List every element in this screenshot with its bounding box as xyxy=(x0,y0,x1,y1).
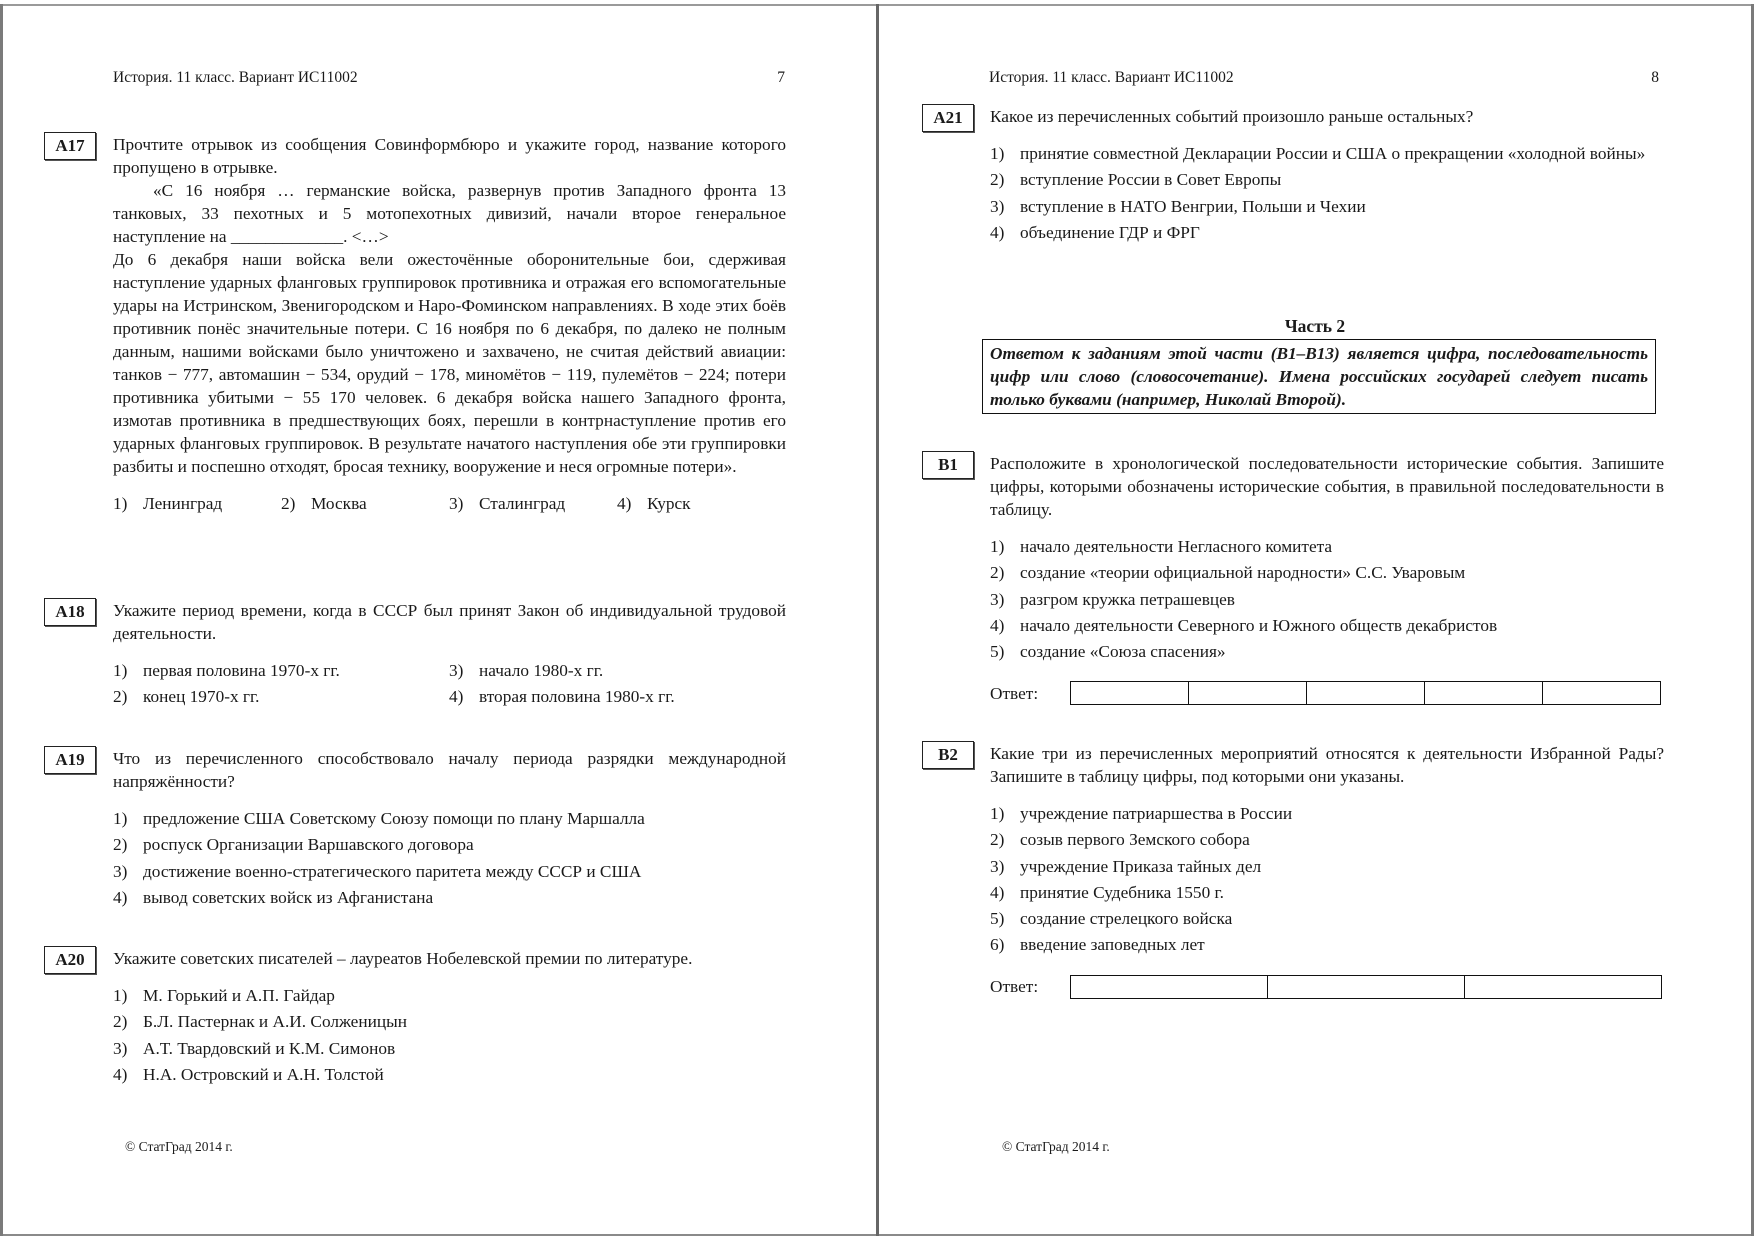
page-header xyxy=(989,68,1659,88)
task-label: А21 xyxy=(922,104,974,132)
option-2: 2) созыв первого Земского собора xyxy=(990,830,1250,850)
option-5: 5) создание стрелецкого войска xyxy=(990,909,1233,929)
question-text: Укажите период времени, когда в СССР был принят Закон об индивидуальной трудовой деятельности. xyxy=(113,601,786,643)
answer-cell-5[interactable] xyxy=(1543,682,1660,704)
option-1: 1) начало деятельности Негласного комитета xyxy=(990,537,1333,556)
task-label: А18 xyxy=(44,598,96,626)
option-4: 4) начало деятельности Северного и Южного обществ декабристов xyxy=(990,615,1498,635)
task-body xyxy=(990,452,1664,705)
option-1[interactable]: 1) Ленинград xyxy=(113,494,223,513)
answer-cell-2[interactable] xyxy=(1268,976,1465,998)
copyright-footer: © СтатГрад 2014 г. xyxy=(125,1139,233,1154)
option-1[interactable]: 1) предложение США Советскому Союзу помощи по плану Маршалла xyxy=(113,809,645,828)
option-2[interactable]: 2) конец 1970-х гг. xyxy=(113,687,260,707)
question-text: Какое из перечисленных событий произошло раньше остальных? xyxy=(990,107,1474,126)
option-3: 3) учреждение Приказа тайных дел xyxy=(990,856,1262,876)
answer-cell-1[interactable] xyxy=(1071,682,1189,704)
option-4[interactable]: 4) Курск xyxy=(617,494,691,513)
answer-options xyxy=(113,806,786,911)
task-body xyxy=(113,747,786,911)
answer-options xyxy=(990,801,1664,959)
option-1[interactable]: 1) первая половина 1970-х гг. xyxy=(113,661,340,680)
answer-cell-1[interactable] xyxy=(1071,976,1268,998)
task-label: В1 xyxy=(922,451,974,479)
answer-table xyxy=(1070,975,1662,999)
answer-options xyxy=(113,658,786,711)
page-right xyxy=(879,0,1751,1239)
option-3[interactable]: 3) вступление в НАТО Венгрии, Польши и Чехии xyxy=(990,196,1366,216)
part-title: Часть 2 xyxy=(1284,316,1346,336)
option-2[interactable]: 2) Б.Л. Пастернак и А.И. Солженицын xyxy=(113,1012,407,1032)
option-5: 5) создание «Союза спасения» xyxy=(990,642,1226,662)
option-1: 1) учреждение патриаршества в России xyxy=(990,804,1293,823)
task-label: А19 xyxy=(44,746,96,774)
option-2: 2) создание «теории официальной народности» С.С. Уваровым xyxy=(990,563,1466,583)
option-3[interactable]: 3) достижение военно-стратегического паритета между СССР и США xyxy=(113,861,642,881)
answer-label: Ответ: xyxy=(990,977,1039,997)
option-3[interactable]: 3) Сталинград xyxy=(449,494,566,513)
answer-row xyxy=(990,975,1664,999)
page-number: 8 xyxy=(1651,69,1659,86)
page-number: 7 xyxy=(777,69,785,86)
answer-options xyxy=(113,983,786,1088)
option-1[interactable]: 1) М. Горький и А.П. Гайдар xyxy=(113,986,335,1005)
task-label: В2 xyxy=(922,741,974,769)
option-1[interactable]: 1) принятие совместной Декларации России и США о прекращении «холодной войны» xyxy=(990,144,1646,163)
question-text: Какие три из перечисленных мероприятий относятся к деятельности Избранной Рады? Запишите в таблицу цифры, под которыми они указаны. xyxy=(990,744,1664,786)
answer-options xyxy=(990,141,1664,246)
task-body xyxy=(113,133,786,517)
quote-text: До 6 декабря наши войска вели ожесточённые оборонительные бои, сдерживая наступление ударных фланговых группировок противника и отражая его вспомогательные удары на Истринском, Звенигородском и Наро-Фоминском направлениях. В ходе этих боёв противник понёс значительные потери. С 16 ноября по 6 декабря, по далеко не полным данным, нашими войсками было уничтожено и захвачено, не считая действий авиации: танков − 777, автомашин − 534, орудий − 178, миномётов − 119, пулемётов − 224; потери противника убитыми − 55 170 человек. 6 декабря войска нашего Западного фронта, измотав противника в предшествующих боях, перешли в контрнаступление против его ударных фланговых группировок. В результате начатого наступления обе эти группировки разбиты и поспешно отходят, бросая технику, вооружение и неся огромные потери». xyxy=(113,250,786,476)
page-header xyxy=(113,68,785,88)
answer-table xyxy=(1070,681,1661,705)
answer-cell-3[interactable] xyxy=(1465,976,1661,998)
copyright-footer: © СтатГрад 2014 г. xyxy=(1002,1139,1110,1154)
option-4: 4) принятие Судебника 1550 г. xyxy=(990,882,1224,902)
task-body xyxy=(113,947,786,1088)
answer-row xyxy=(990,681,1664,705)
answer-label: Ответ: xyxy=(990,683,1039,703)
option-2[interactable]: 2) вступление России в Совет Европы xyxy=(990,170,1282,190)
option-2[interactable]: 2) Москва xyxy=(281,494,367,513)
answer-cell-4[interactable] xyxy=(1425,682,1543,704)
option-6: 6) введение заповедных лет xyxy=(990,935,1205,955)
quote-text: «С 16 ноября … германские войска, развернув против Западного фронта 13 танковых, 33 пехотных и 5 мотопехотных дивизий, начали второе генеральное наступление на _____________. <…> xyxy=(113,181,786,246)
header-title: История. 11 класс. Вариант ИС11002 xyxy=(989,69,1234,86)
answer-options xyxy=(990,534,1664,665)
header-title: История. 11 класс. Вариант ИС11002 xyxy=(113,69,358,86)
answer-cell-2[interactable] xyxy=(1189,682,1307,704)
question-text: Прочтите отрывок из сообщения Совинформбюро и укажите город, название которого пропущено в отрывке. xyxy=(113,135,786,177)
option-4[interactable]: 4) вывод советских войск из Афганистана xyxy=(113,887,434,907)
option-3: 3) разгром кружка петрашевцев xyxy=(990,589,1235,609)
page-left xyxy=(0,0,876,1239)
option-2[interactable]: 2) роспуск Организации Варшавского договора xyxy=(113,835,474,855)
task-label: А17 xyxy=(44,132,96,160)
option-4[interactable]: 4) Н.А. Островский и А.Н. Толстой xyxy=(113,1064,384,1084)
task-body xyxy=(990,742,1664,999)
option-4[interactable]: 4) объединение ГДР и ФРГ xyxy=(990,222,1200,242)
task-body xyxy=(113,599,786,711)
question-text: Укажите советских писателей – лауреатов Нобелевской премии по литературе. xyxy=(113,949,693,968)
part-instructions: Ответом к заданиям этой части (В1–В13) является цифра, последовательность цифр или слово (словосочетание). Имена российских государей следует писать только буквами (например, Николай Второй). xyxy=(982,339,1656,414)
option-4[interactable]: 4) вторая половина 1980-х гг. xyxy=(449,687,675,707)
answer-options xyxy=(113,491,786,517)
task-label: А20 xyxy=(44,946,96,974)
task-body xyxy=(990,105,1664,246)
answer-cell-3[interactable] xyxy=(1307,682,1425,704)
option-3[interactable]: 3) А.Т. Твардовский и К.М. Симонов xyxy=(113,1038,396,1058)
question-text: Расположите в хронологической последовательности исторические события. Запишите цифры, которыми обозначены исторические события, в правильной последовательности в таблицу. xyxy=(990,454,1664,519)
question-text: Что из перечисленного способствовало началу периода разрядки международной напряжённости? xyxy=(113,749,786,791)
option-3[interactable]: 3) начало 1980-х гг. xyxy=(449,661,604,680)
